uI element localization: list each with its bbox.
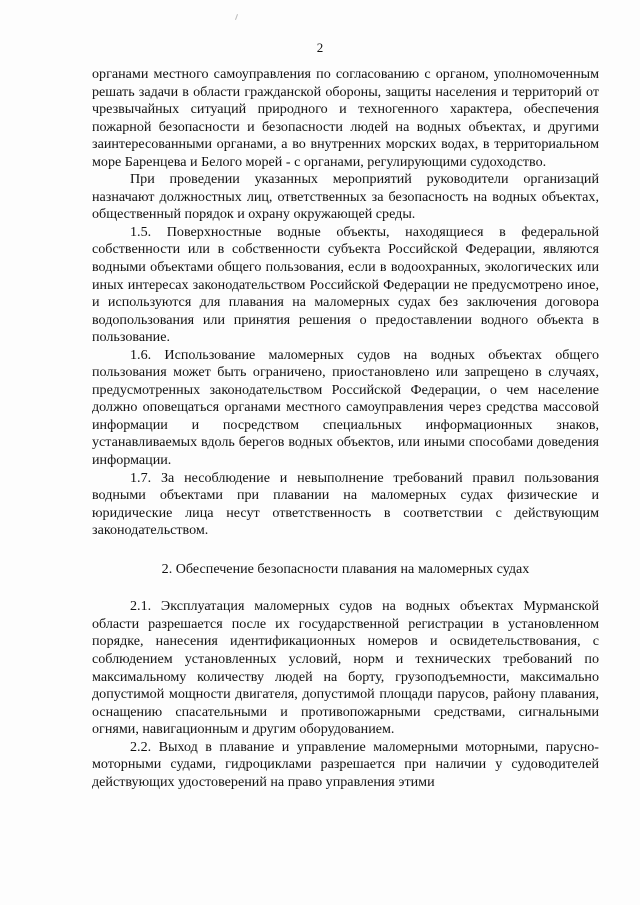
paragraph-continuation: органами местного самоуправления по согласованию с органом, уполномоченным решать задачи в области гражданской обороны, защиты населения и территорий от чрезвычайных ситуаций природного и техногенного характера, обеспечения пожарной безопасности и безопасности людей на водных объектах, и другими заинтересованными органами, а во внутренних морских водах, в территориальном море Баренцева и Белого морей - с органами, регулирующими судоходство. <box>92 66 599 170</box>
paragraph-1-7: 1.7. За несоблюдение и невыполнение требований правил пользования водными объектами при плавании на маломерных судах физические и юридические лица несут ответственность в соответствии с действующим законодательством. <box>92 469 599 539</box>
paragraph-1-5: 1.5. Поверхностные водные объекты, находящиеся в федеральной собственности или в собственности субъекта Российской Федерации, являются водными объектами общего пользования, если в водоохранных, экологических или иных интересах законодательством Российской Федерации не предусмотрено иное, и используются для плавания на маломерных судах без заключения договора водопользования или принятия решения о предоставлении водного объекта в пользование. <box>92 223 599 346</box>
paragraph-2-2: 2.2. Выход в плавание и управление маломерными моторными, парусно-моторными судами, гидроциклами разрешается при наличии у судоводителей действующих удостоверений на право управления этими <box>92 738 599 790</box>
paragraph-1-6: 1.6. Использование маломерных судов на водных объектах общего пользования может быть ограничено, приостановлено или запрещено в случаях, предусмотренных законодательством Российской Федерации, о чем население должно оповещаться органами местного самоуправления через средства массовой информации и посредством специальных информационных знаков, устанавливаемых вдоль берегов водных объектов, или иными способами доведения информации. <box>92 346 599 469</box>
scan-artifact <box>235 14 238 20</box>
document-body <box>92 66 599 791</box>
page-number: 2 <box>316 40 324 55</box>
paragraph-responsible-officials: При проведении указанных мероприятий руководители организаций назначают должностных лиц, ответственных за безопасность на водных объектах, общественный порядок и охрану окружающей среды. <box>92 171 599 223</box>
paragraph-2-1: 2.1. Эксплуатация маломерных судов на водных объектах Мурманской области разрешается после их государственной регистрации в установленном порядке, нанесения идентификационных номеров и освидетельствования, с соблюдением установленных условий, норм и технических требований по максимальному количеству людей на борту, грузоподъемности, максимально допустимой мощности двигателя, допустимой площади парусов, району плавания, оснащению спасательными и противопожарными средствами, сигнальными огнями, навигационным и другим оборудованием. <box>92 598 599 738</box>
section-2-heading: 2. Обеспечение безопасности плавания на маломерных судах <box>161 560 530 577</box>
